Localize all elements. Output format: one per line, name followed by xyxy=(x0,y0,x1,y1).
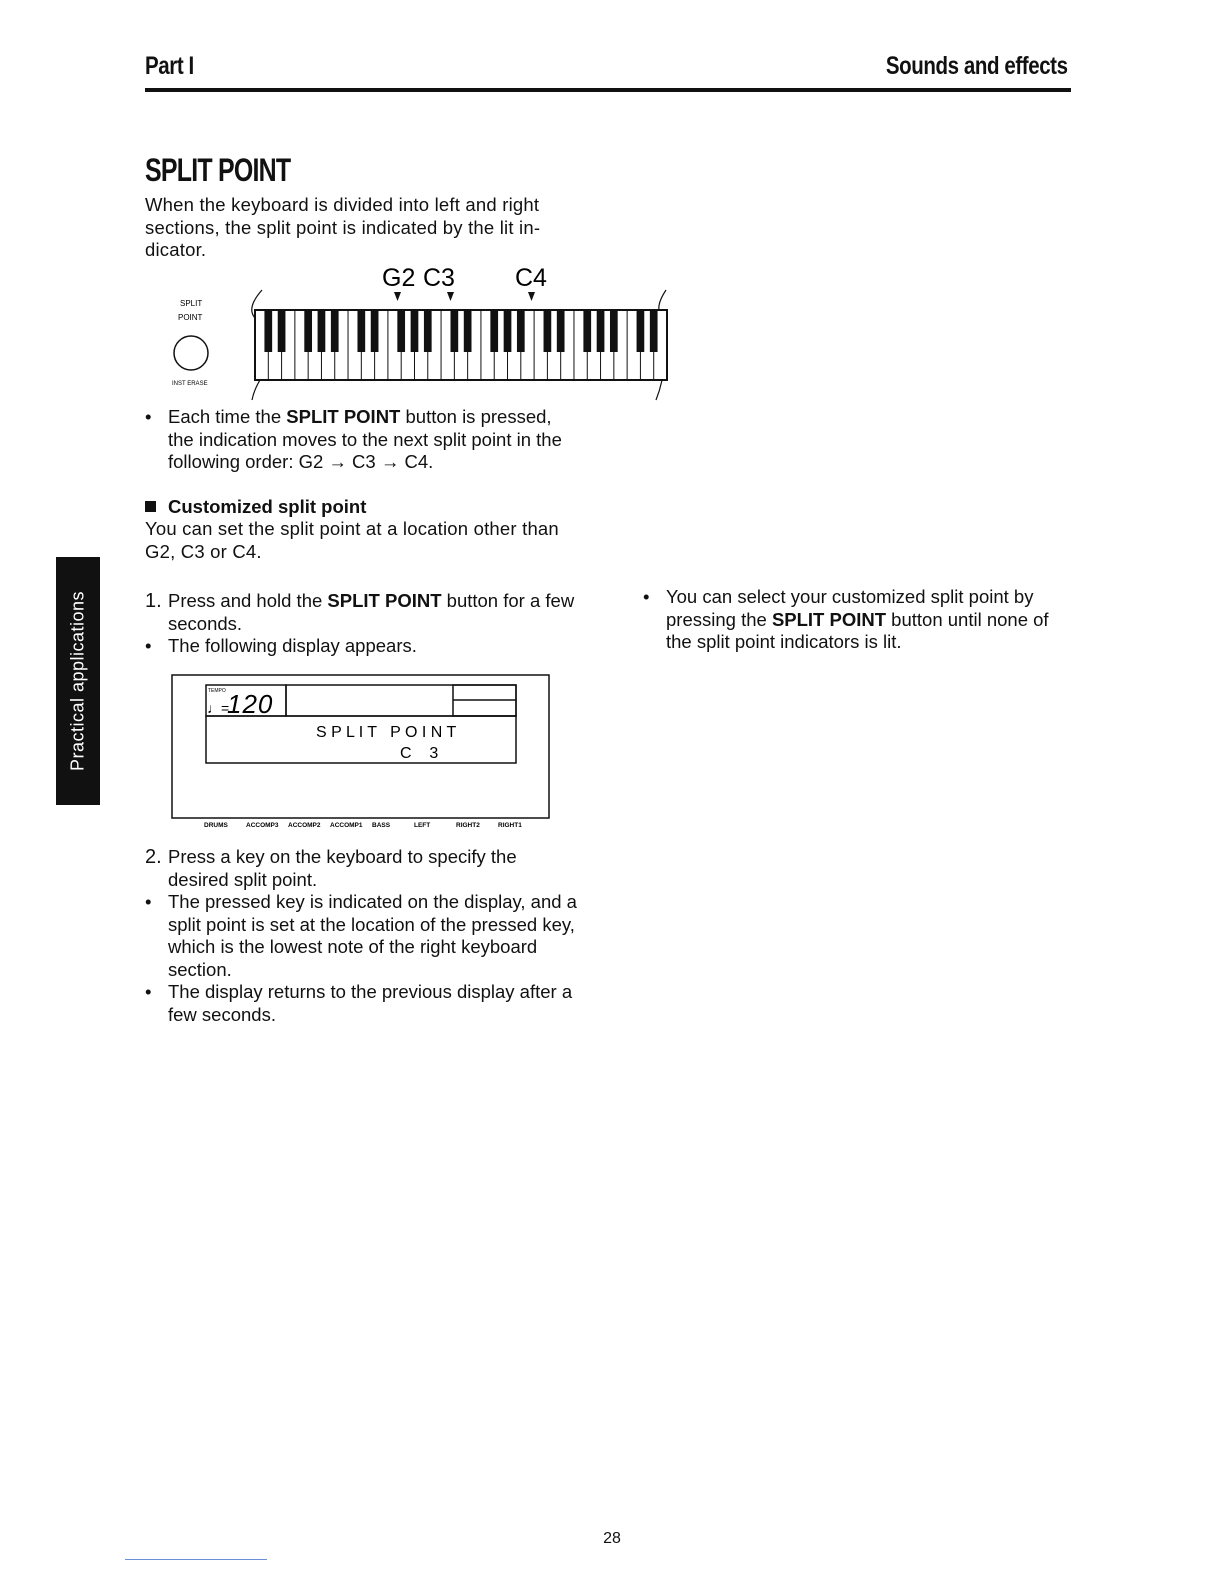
header-rule xyxy=(145,88,1071,92)
lcd-display-figure xyxy=(170,672,555,832)
page-title: SPLIT POINT xyxy=(145,152,291,188)
black-key xyxy=(544,310,552,352)
black-key xyxy=(304,310,312,352)
header-part-label: Part I xyxy=(145,52,194,80)
bullet-text-pre: Each time the xyxy=(168,406,287,427)
step-2 xyxy=(145,846,580,891)
step-2-number: 2. xyxy=(145,846,162,868)
black-key xyxy=(610,310,618,352)
right-bullet-bold: SPLIT POINT xyxy=(771,608,887,630)
split-point-button-icon xyxy=(174,336,208,370)
bullet-dot: • xyxy=(145,891,152,912)
lcd-line-2: C 3 xyxy=(400,745,439,762)
note-label-g2: G2 xyxy=(382,264,416,292)
lcd-footer-label: DRUMS xyxy=(204,822,228,829)
black-key xyxy=(517,310,525,352)
subsection-title xyxy=(145,496,366,518)
black-key xyxy=(278,310,286,352)
lcd-line-1: S P L I T P O I N T xyxy=(316,724,457,741)
black-key xyxy=(490,310,498,352)
black-key xyxy=(397,310,405,352)
step-2-bullet-2 xyxy=(145,981,580,1026)
lcd-footer-label: LEFT xyxy=(414,822,431,829)
lcd-footer-labels xyxy=(204,822,522,829)
step-1-bold: SPLIT POINT xyxy=(327,590,442,611)
split-indicator-arrows xyxy=(394,292,535,301)
lcd-footer-label: RIGHT1 xyxy=(498,822,522,829)
bullet-dot: • xyxy=(643,586,650,607)
lcd-footer-label: RIGHT2 xyxy=(456,822,480,829)
button-label-point: POINT xyxy=(178,313,203,322)
lcd-footer-label: ACCOMP2 xyxy=(288,822,321,829)
black-key xyxy=(637,310,645,352)
black-key xyxy=(583,310,591,352)
side-tab-label: Practical applications xyxy=(67,590,88,772)
bullet-split-order xyxy=(145,406,580,474)
black-key xyxy=(331,310,339,352)
step-2-bullet-1 xyxy=(145,891,580,981)
step-1-bullet-text: The following display appears. xyxy=(168,635,417,656)
black-key xyxy=(557,310,565,352)
black-key xyxy=(264,310,272,352)
lcd-footer-label: ACCOMP1 xyxy=(330,822,363,829)
note-label-c3: C3 xyxy=(423,264,455,292)
lcd-footer-label: BASS xyxy=(372,822,391,829)
step-1 xyxy=(145,590,580,635)
intro-paragraph: When the keyboard is divided into left and right sections, the split point is indicated by the lit in-dicator. xyxy=(145,194,541,260)
lcd-tempo-eq: ♩= xyxy=(207,700,230,716)
black-key xyxy=(371,310,379,352)
step-1-number: 1. xyxy=(145,590,162,612)
keyboard-outline xyxy=(255,310,667,380)
bullet-dot: • xyxy=(145,406,152,427)
step-1-post: button for a few seconds. xyxy=(168,590,575,634)
step-2-bullet-1-text: The pressed key is indicated on the display, and a split point is set at the location of the pressed key, which is the lowest note of the right keyboard section. xyxy=(168,891,577,980)
bullet-dot: • xyxy=(145,635,152,656)
button-label-split: SPLIT xyxy=(180,299,203,308)
bullet-text-bold: SPLIT POINT xyxy=(286,406,401,427)
right-bullet-post: button until none of the split point indicators is lit. xyxy=(666,608,1049,652)
button-label-inst-erase: INST ERASE xyxy=(172,381,208,387)
right-bullet-pre: You can select your customized split point by pressing the xyxy=(666,586,1034,630)
lcd-footer-label: ACCOMP3 xyxy=(246,822,279,829)
page-number: 28 xyxy=(603,1530,621,1547)
note-label-c4: C4 xyxy=(515,264,547,292)
black-key xyxy=(504,310,512,352)
lcd-tempo-value: 120 xyxy=(227,689,274,719)
black-key xyxy=(451,310,459,352)
footer-line xyxy=(125,1559,267,1560)
step-1-pre: Press and hold the xyxy=(168,590,328,611)
side-section-tab xyxy=(56,557,100,805)
keyboard-figure xyxy=(160,258,690,406)
square-bullet-icon xyxy=(145,501,156,512)
black-key xyxy=(424,310,432,352)
bullet-dot: • xyxy=(145,981,152,1002)
lcd-tempo-label: TEMPO xyxy=(208,688,226,694)
bullet-text-post: button is pressed, the indication moves to the next split point in the following order: G2 → C3 → C4. xyxy=(168,406,562,472)
black-key xyxy=(464,310,472,352)
black-key xyxy=(411,310,419,352)
subsection-text: You can set the split point at a location other than G2, C3 or C4. xyxy=(145,518,559,562)
step-2-text: Press a key on the keyboard to specify the desired split point. xyxy=(168,846,517,890)
step-1-bullet xyxy=(145,635,580,658)
black-key xyxy=(318,310,326,352)
black-key xyxy=(597,310,605,352)
header-section-label: Sounds and effects xyxy=(886,52,1068,80)
right-column-bullet xyxy=(643,586,1073,654)
black-key xyxy=(357,310,365,352)
step-2-bullet-2-text: The display returns to the previous display after a few seconds. xyxy=(168,981,573,1025)
subsection-title-text: Customized split point xyxy=(168,496,367,517)
black-key xyxy=(650,310,658,352)
